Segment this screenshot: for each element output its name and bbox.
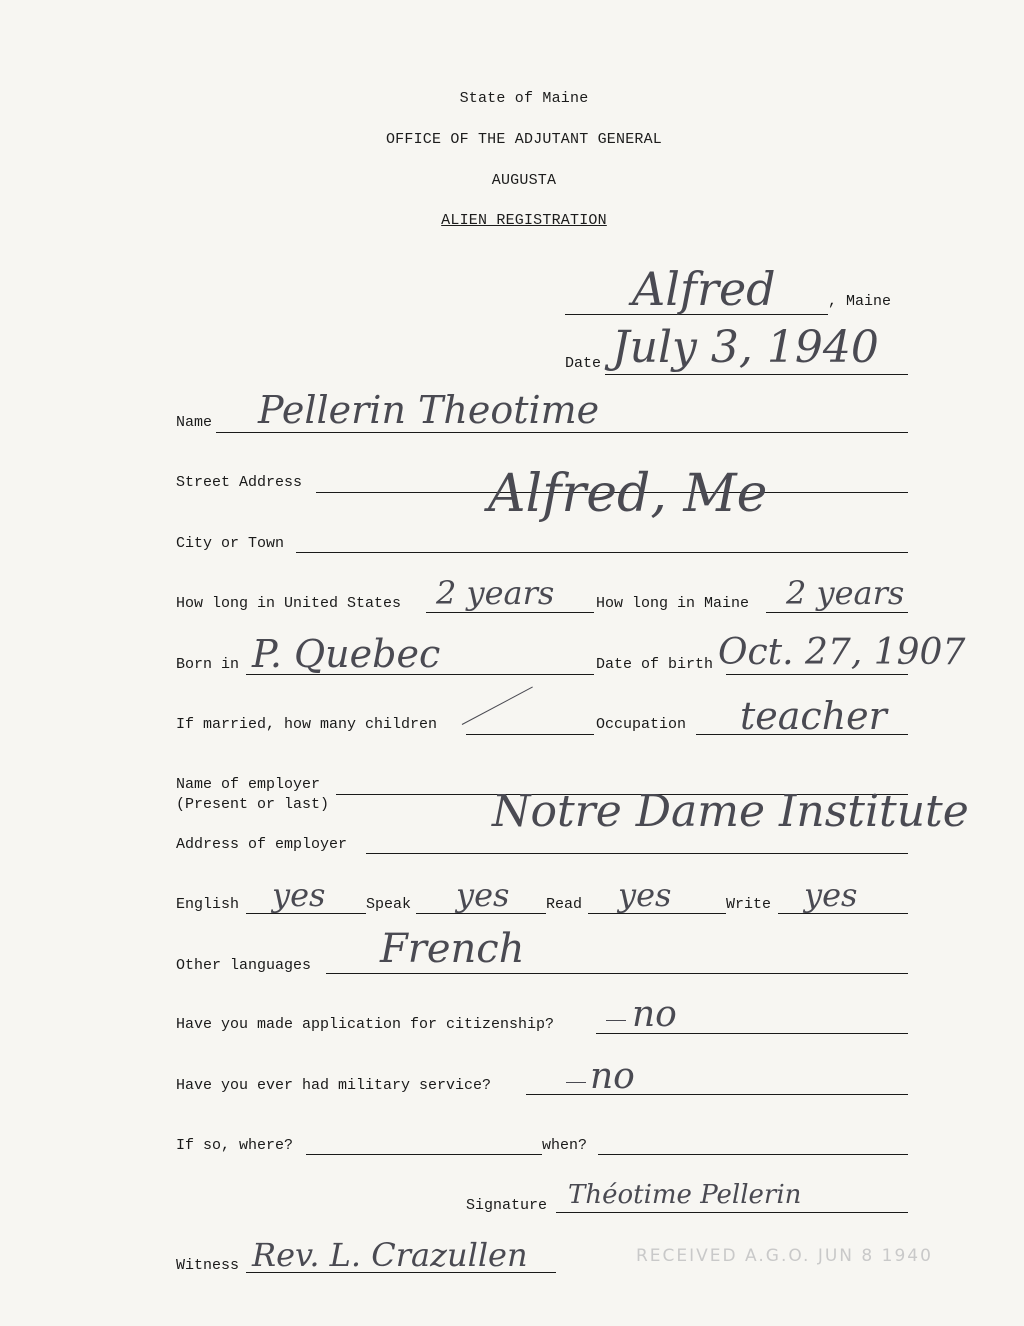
where-line <box>306 1154 542 1155</box>
signature-label: Signature <box>466 1197 548 1214</box>
name-handwritten: Pellerin Theotime <box>258 388 600 432</box>
city-town-label: City or Town <box>176 535 285 552</box>
write-handwritten: yes <box>804 876 858 914</box>
name-label: Name <box>176 414 213 431</box>
maine-duration-line <box>766 612 908 613</box>
form-title: ALIEN REGISTRATION <box>441 212 607 229</box>
birth-date-handwritten: Oct. 27, 1907 <box>718 632 966 673</box>
english-label: English <box>176 896 240 913</box>
date-of-birth-label: Date of birth <box>596 656 714 673</box>
date-of-birth-line <box>726 674 908 675</box>
signature-line <box>556 1212 908 1213</box>
employer-address-line <box>366 853 908 854</box>
date-line <box>605 374 908 375</box>
write-label: Write <box>726 896 772 913</box>
born-in-label: Born in <box>176 656 240 673</box>
military-line <box>526 1094 908 1095</box>
name-line <box>216 432 908 433</box>
header-state: State of Maine <box>459 90 589 107</box>
where-label: If so, where? <box>176 1137 294 1154</box>
military-handwritten: no <box>590 1056 635 1097</box>
other-languages-line <box>326 973 908 974</box>
us-duration-line <box>426 612 594 613</box>
speak-handwritten: yes <box>456 876 510 914</box>
maine-label: , Maine <box>828 293 892 310</box>
witness-label: Witness <box>176 1257 240 1274</box>
citizenship-dash <box>606 1020 626 1021</box>
received-stamp: RECEIVED A.G.O. JUN 8 1940 <box>636 1246 933 1266</box>
speak-label: Speak <box>366 896 412 913</box>
signature-handwritten: Théotime Pellerin <box>568 1180 802 1210</box>
when-line <box>598 1154 908 1155</box>
occupation-handwritten: teacher <box>740 694 887 738</box>
employer-sublabel: (Present or last) <box>176 796 330 813</box>
maine-duration-label: How long in Maine <box>596 595 750 612</box>
date-handwritten: July 3, 1940 <box>612 322 879 373</box>
witness-handwritten: Rev. L. Crazullen <box>252 1236 528 1274</box>
military-label: Have you ever had military service? <box>176 1077 492 1094</box>
occupation-label: Occupation <box>596 716 687 733</box>
when-label: when? <box>542 1137 588 1154</box>
read-handwritten: yes <box>618 876 672 914</box>
military-dash <box>566 1082 586 1083</box>
married-children-dash <box>462 687 533 725</box>
street-address-label: Street Address <box>176 474 303 491</box>
header-city: AUGUSTA <box>491 172 557 189</box>
maine-duration-handwritten: 2 years <box>786 574 905 612</box>
citizenship-handwritten: no <box>632 994 677 1035</box>
us-duration-label: How long in United States <box>176 595 402 612</box>
read-label: Read <box>546 896 583 913</box>
married-children-label: If married, how many children <box>176 716 438 733</box>
other-languages-handwritten: French <box>380 926 525 972</box>
other-languages-label: Other languages <box>176 957 312 974</box>
citizenship-label: Have you made application for citizenship? <box>176 1016 555 1033</box>
employer-address-label: Address of employer <box>176 836 348 853</box>
us-duration-handwritten: 2 years <box>436 574 555 612</box>
address-handwritten: Alfred, Me <box>488 464 768 524</box>
town-handwritten: Alfred <box>632 262 776 316</box>
employer-handwritten: Notre Dame Institute <box>492 786 969 837</box>
header-office: OFFICE OF THE ADJUTANT GENERAL <box>385 131 663 148</box>
birthplace-handwritten: P. Quebec <box>252 632 441 676</box>
english-handwritten: yes <box>272 876 326 914</box>
date-label: Date <box>565 355 602 372</box>
city-town-line <box>296 552 908 553</box>
employer-label: Name of employer <box>176 776 321 793</box>
married-children-line <box>466 734 594 735</box>
